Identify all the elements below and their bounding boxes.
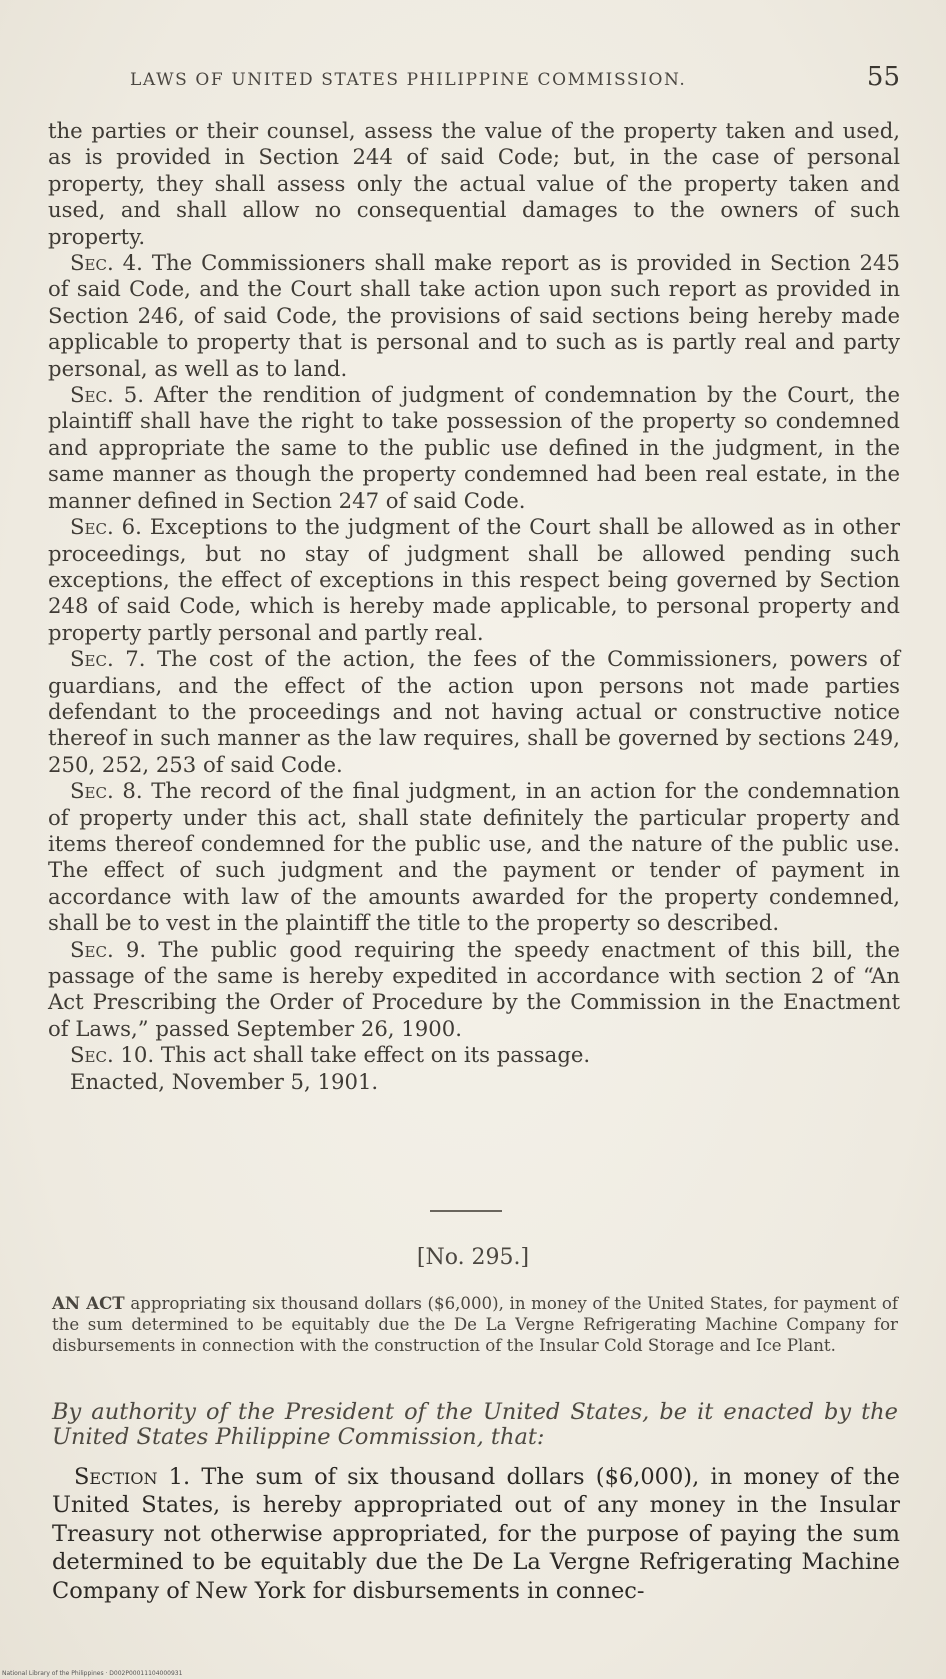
- section-lead: Sec. 5.: [70, 382, 144, 408]
- section-text: The public good requiring the speedy enactment of this bill, the passage of the same is hereby expedited in accordance with section 2 of “An Act Prescribing the Order of Procedure by the Commission in the Enactment of Laws,” passed September 26, 1900.: [48, 936, 900, 1041]
- section-text: After the rendition of judgment of condemnation by the Court, the plaintiff shall have the right to take possession of the property so condemned and appropriate the same to the public use defined in the judgment, in the same manner as though the property condemned had been real estate, in the manner defined in Section 247 of said Code.: [48, 382, 900, 513]
- section-1: [52, 1463, 900, 1605]
- enacting-clause: By authority of the President of the United States, be it enacted by the United States Philippine Commission, that:: [52, 1399, 898, 1450]
- section-9: [48, 937, 900, 1043]
- page-header: [120, 62, 900, 98]
- section-4: [48, 250, 900, 382]
- section-lead: Sec. 9.: [70, 936, 147, 962]
- section-1-text: The sum of six thousand dollars ($6,000), in money of the United States, is hereby appropriated out of any money in the Insular Treasury not otherwise appropriated, for the purpose of paying the sum determined to be equitably due the De La Vergne Refrigerating Machine Company of New York for disbursements in connec-: [52, 1464, 900, 1604]
- section-lead: Sec. 7.: [70, 646, 146, 672]
- section-text: The Commissioners shall make report as is provided in Section 245 of said Code, and the Court shall take action upon such report as provided in Section 246, of said Code, the provisions of said sections being hereby made applicable to property that is personal and to such as is partly real and party personal, as well as to land.: [48, 250, 900, 381]
- section-text: The record of the final judgment, in an action for the condemnation of property under this act, shall state definitely the particular property and items thereof condemned for the public use, and the nature of the public use. The effect of such judgment and the payment or tender of payment in accordance with law of the amounts awarded for the property condemned, shall be to vest in the plaintiff the title to the property so described.: [48, 778, 900, 936]
- act-title-lead: AN ACT: [52, 1293, 125, 1313]
- act-number: [No. 295.]: [416, 1245, 530, 1270]
- section-lead: Sec. 4.: [70, 250, 143, 276]
- section-divider: [430, 1210, 502, 1212]
- section-lead: Sec. 6.: [70, 514, 142, 540]
- body-text: [48, 118, 900, 1095]
- continuation-paragraph: the parties or their counsel, assess the value of the property taken and used, as is provided in Section 244 of said Code; but, in the case of personal property, they shall assess only the actual value of the property taken and used, and shall allow no consequential damages to the owners of such property.: [48, 118, 900, 249]
- section-8: [48, 778, 900, 936]
- section-text: This act shall take effect on its passage.: [160, 1042, 591, 1068]
- page-number: 55: [866, 62, 900, 92]
- section-lead: Sec. 10.: [70, 1042, 155, 1068]
- section-lead: Sec. 8.: [70, 778, 143, 804]
- section-6: [48, 514, 900, 646]
- section-5: [48, 382, 900, 514]
- act-title-text: appropriating six thousand dollars ($6,000), in money of the United States, for payment of the sum determined to be equitably due the De La Vergne Refrigerating Machine Company for disbursements in connection with the construction of the Insular Cold Storage and Ice Plant.: [52, 1294, 899, 1355]
- scan-footer: National Library of the Philippines · D002P00011104000931: [2, 1670, 183, 1677]
- enacted-date: Enacted, November 5, 1901.: [70, 1068, 379, 1094]
- section-1-lead: Section 1.: [74, 1464, 191, 1490]
- section-10: [48, 1042, 900, 1068]
- act-title: [52, 1293, 898, 1356]
- section-text: Exceptions to the judgment of the Court shall be allowed as in other proceedings, but no stay of judgment shall be allowed pending such exceptions, the effect of exceptions in this respect being governed by Section 248 of said Code, which is hereby made applicable, to personal property and property partly personal and partly real.: [48, 514, 900, 645]
- section-text: The cost of the action, the fees of the Commissioners, powers of guardians, and the effect of the action upon persons not made parties defendant to the proceedings and not having actual or constructive notice thereof in such manner as the law requires, shall be governed by sections 249, 250, 252, 253 of said Code.: [48, 646, 900, 777]
- running-head: LAWS OF UNITED STATES PHILIPPINE COMMISSION.: [130, 70, 687, 90]
- section-7: [48, 646, 900, 778]
